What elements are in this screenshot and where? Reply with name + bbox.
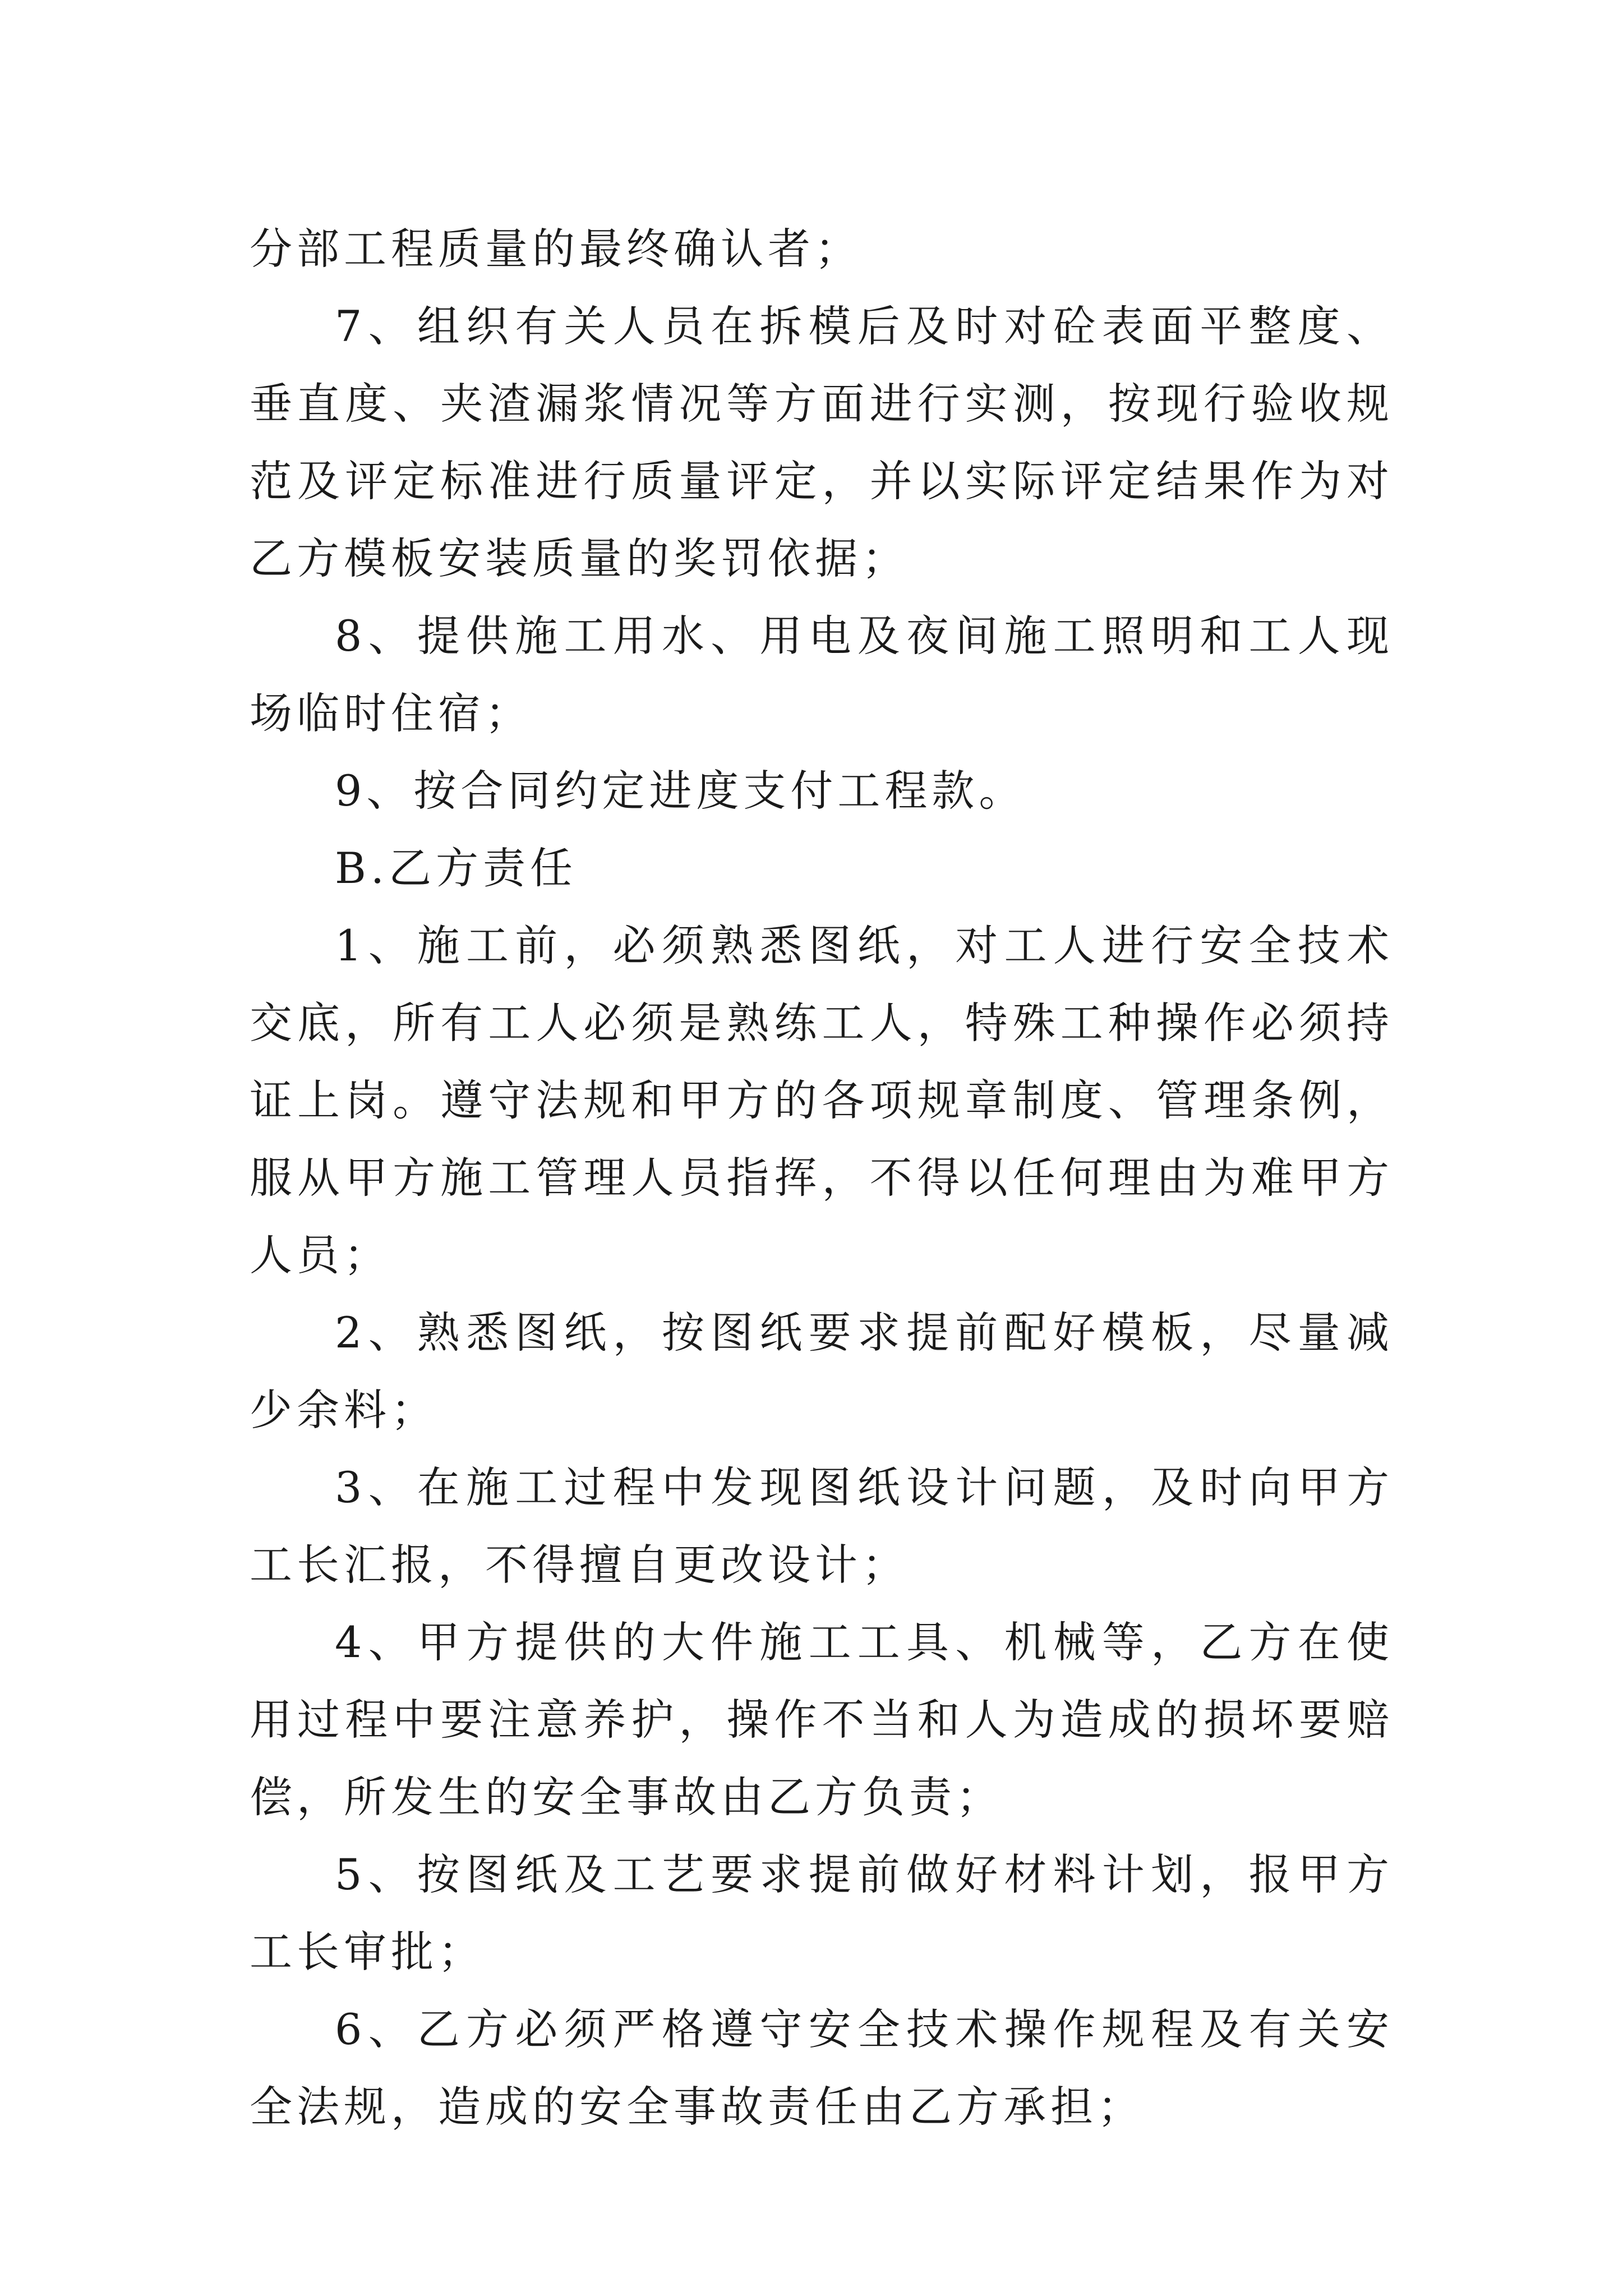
section-heading-b: B.乙方责任: [335, 843, 578, 893]
paragraph-b-item-2: 2、熟悉图纸，按图纸要求提前配好模板，尽量减少余料；: [250, 1308, 1394, 1435]
paragraph-b-item-3: 3、在施工过程中发现图纸设计问题，及时向甲方工长汇报，不得擅自更改设计；: [250, 1462, 1394, 1590]
paragraph-b-item-4: 4、甲方提供的大件施工工具、机械等，乙方在使用过程中要注意养护，操作不当和人为造成的损坏要赔偿，所发生的安全事故由乙方负责；: [250, 1617, 1394, 1822]
paragraph-item-8: 8、提供施工用水、用电及夜间施工照明和工人现场临时住宿；: [250, 611, 1394, 738]
paragraph-b-item-6: 6、乙方必须严格遵守安全技术操作规程及有关安全法规，造成的安全事故责任由乙方承担；: [250, 2004, 1394, 2132]
paragraph-item-9: 9、按合同约定进度支付工程款。: [335, 766, 1026, 816]
document-page: [250, 210, 1394, 2146]
paragraph-b-item-5: 5、按图纸及工艺要求提前做好材料计划，报甲方工长审批；: [250, 1849, 1394, 1977]
paragraph-item-7: 7、组织有关人员在拆模后及时对砼表面平整度、垂直度、夹渣漏浆情况等方面进行实测，按现行验收规范及评定标准进行质量评定，并以实际评定结果作为对乙方模板安装质量的奖罚依据；: [250, 301, 1394, 583]
paragraph-continuation: 分部工程质量的最终确认者；: [250, 224, 862, 274]
paragraph-b-item-1: 1、施工前，必须熟悉图纸，对工人进行安全技术交底，所有工人必须是熟练工人，特殊工种操作必须持证上岗。遵守法规和甲方的各项规章制度、管理条例，服从甲方施工管理人员指挥，不得以任何理由为难甲方人员；: [250, 921, 1394, 1280]
